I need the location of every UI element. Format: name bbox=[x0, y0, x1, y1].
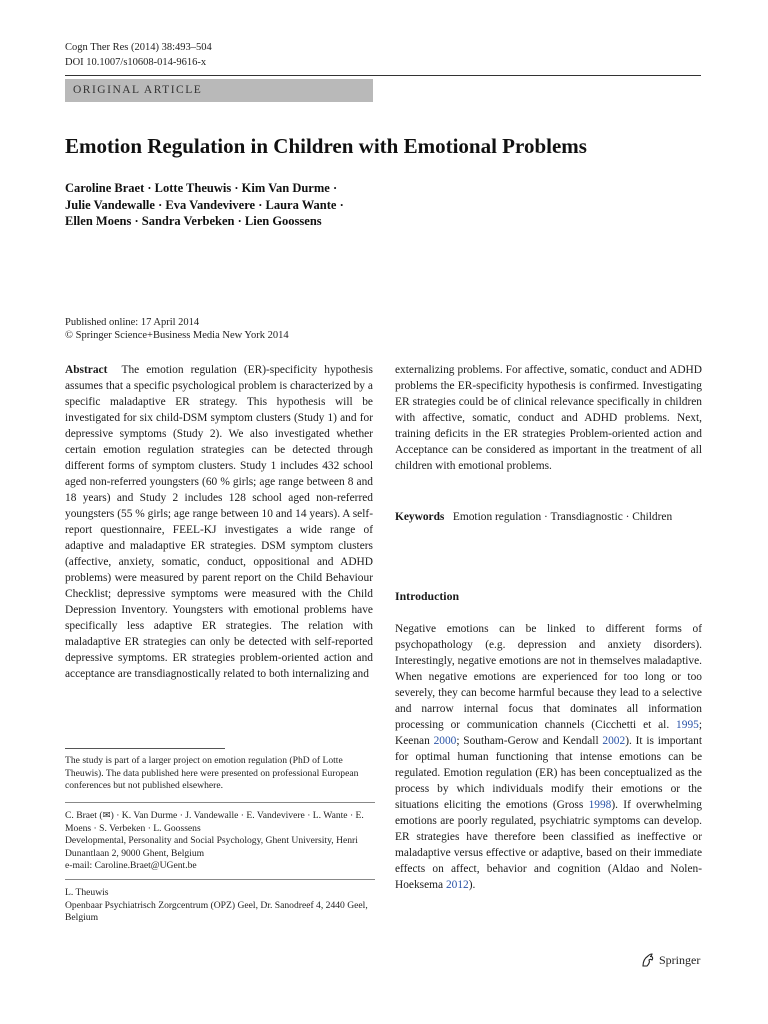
intro-text: ). bbox=[468, 879, 476, 891]
abstract-left-column bbox=[65, 362, 373, 736]
author-line-2: Julie Vandewalle · Eva Vandevivere · Laura Wante · bbox=[65, 197, 344, 212]
springer-logo bbox=[640, 952, 700, 968]
author-line-3: Ellen Moens · Sandra Verbeken · Lien Goossens bbox=[65, 214, 322, 228]
abstract-text-left: The emotion regulation (ER)-specificity hypothesis assumes that a specific psychological problem is characterized by a specific maladaptive ER strategy. This hypothesis will be investigated for six child-DSM symptom clusters (Study 1) and for depressive symptoms (Study 2). We also investigated whether certain emotion regulation strategies can be detected through different forms of symptom clusters. Study 1 includes 432 school aged non-referred youngsters (60 % girls; age range between 8 and 18 years) and Study 2 includes 128 school aged non-referred youngsters (55 % girls; age range between 10 and 14 years). A self-report questionnaire, FEEL-KJ investigates a wide range of adaptive and maladaptive ER strategies. DSM symptom clusters (affective, anxiety, somatic, conduct, oppositional and ADHD problems) were measured by parent report on the Child Behaviour Checklist; depressive symptoms were measured with the Child Depression Inventory. Youngsters with emotional problems have specifically less adaptive ER strategies. The relation with maladaptive ER strategies can only be detected with self-reported depressive symptoms. ER strategies problem-oriented action and acceptance are transdiagnostically related to both internalizing and bbox=[65, 364, 373, 680]
abstract-right-column bbox=[395, 362, 702, 474]
affiliation-2-name: L. Theuwis bbox=[65, 887, 109, 898]
introduction-heading: Introduction bbox=[395, 589, 460, 603]
springer-wordmark: Springer bbox=[659, 952, 701, 967]
affiliation-1 bbox=[65, 810, 375, 873]
article-type-banner: ORIGINAL ARTICLE bbox=[65, 79, 373, 102]
citation-link[interactable]: 2000 bbox=[433, 735, 457, 747]
intro-text: ). It is important for optimal human functioning that intense emotions can be regulated. Emotion regulation (ER) has been conceptualized as the process by which individuals modify their emotions or the situations eliciting the emotions (Gross bbox=[395, 735, 702, 811]
footnote-divider bbox=[65, 879, 375, 880]
keywords-text: Emotion regulation · Transdiagnostic · Children bbox=[452, 511, 673, 523]
published-online: Published online: 17 April 2014 bbox=[65, 317, 200, 328]
affiliation-1-names: C. Braet (✉) · K. Van Durme · J. Vandewalle · E. Vandevivere · L. Wante · E. Moens · S. Verbeken · L. Goossens bbox=[65, 810, 364, 834]
intro-text: Negative emotions can be linked to different forms of psychopathology (e.g. depression and anxiety disorders). Interestingly, negative emotions are not in themselves maladaptive. When negative emotions are experienced for too long or too severely, they can become harmful because they lead to a selective and narrow internal focus that dominates all information processing or communication channels (Cicchetti et al. bbox=[395, 623, 702, 731]
citation-link[interactable]: 1998 bbox=[588, 799, 612, 811]
study-footnote: The study is part of a larger project on emotion regulation (PhD of Lotte Theuwis). The data published here were presented on professional European conferences but not published elsewhere. bbox=[65, 755, 359, 791]
journal-citation: Cogn Ther Res (2014) 38:493–504 bbox=[65, 42, 212, 53]
intro-text: ; Keenan bbox=[395, 719, 702, 747]
footnote-divider bbox=[65, 802, 375, 803]
affiliation-1-email[interactable]: e-mail: Caroline.Braet@UGent.be bbox=[65, 860, 197, 871]
paper-title: Emotion Regulation in Children with Emotional Problems bbox=[65, 134, 587, 158]
affiliation-1-department: Developmental, Personality and Social Psychology, Ghent University, Henri Dunantlaan 2, 9000 Ghent, Belgium bbox=[65, 835, 358, 859]
author-list bbox=[65, 180, 344, 230]
citation-link[interactable]: 2002 bbox=[602, 735, 626, 747]
footnote-rule bbox=[65, 748, 225, 749]
doi[interactable]: DOI 10.1007/s10608-014-9616-x bbox=[65, 57, 207, 68]
copyright: © Springer Science+Business Media New York 2014 bbox=[65, 330, 289, 341]
publication-info bbox=[65, 316, 289, 342]
keywords bbox=[395, 509, 702, 525]
abstract-label: Abstract bbox=[65, 364, 108, 376]
intro-text: ; Southam-Gerow and Kendall bbox=[456, 735, 603, 747]
citation-link[interactable]: 1995 bbox=[676, 719, 699, 731]
header-rule bbox=[65, 75, 701, 76]
affiliation-2 bbox=[65, 887, 375, 925]
abstract-text-right: externalizing problems. For affective, somatic, conduct and ADHD problems the ER-specificity hypothesis is confirmed. Investigating ER strategies could be of clinical relevance specifically in children with affective, somatic, conduct and ADHD problems. Next, training deficits in the ER strategies Problem-oriented action and Acceptance can be considered as important in the treatment of all children with emotional problems. bbox=[395, 364, 702, 472]
introduction-body bbox=[395, 621, 702, 930]
citation-link[interactable]: 2012 bbox=[445, 879, 469, 891]
affiliation-2-address: Openbaar Psychiatrisch Zorgcentrum (OPZ) Geel, Dr. Sanodreef 4, 2440 Geel, Belgium bbox=[65, 899, 368, 923]
keywords-label: Keywords bbox=[395, 511, 445, 523]
author-line-1: Caroline Braet · Lotte Theuwis · Kim Van Durme · bbox=[65, 181, 338, 195]
intro-text: ). If overwhelming emotions are poorly regulated, psychiatric symptoms can develop. ER strategies have therefore been classified as ineffective or maladaptive versus effective or adaptive, based on their immediate effects on affect, behavior and cognition (Aldao and Nolen-Hoeksema bbox=[395, 799, 702, 891]
springer-horse-icon bbox=[640, 952, 656, 968]
